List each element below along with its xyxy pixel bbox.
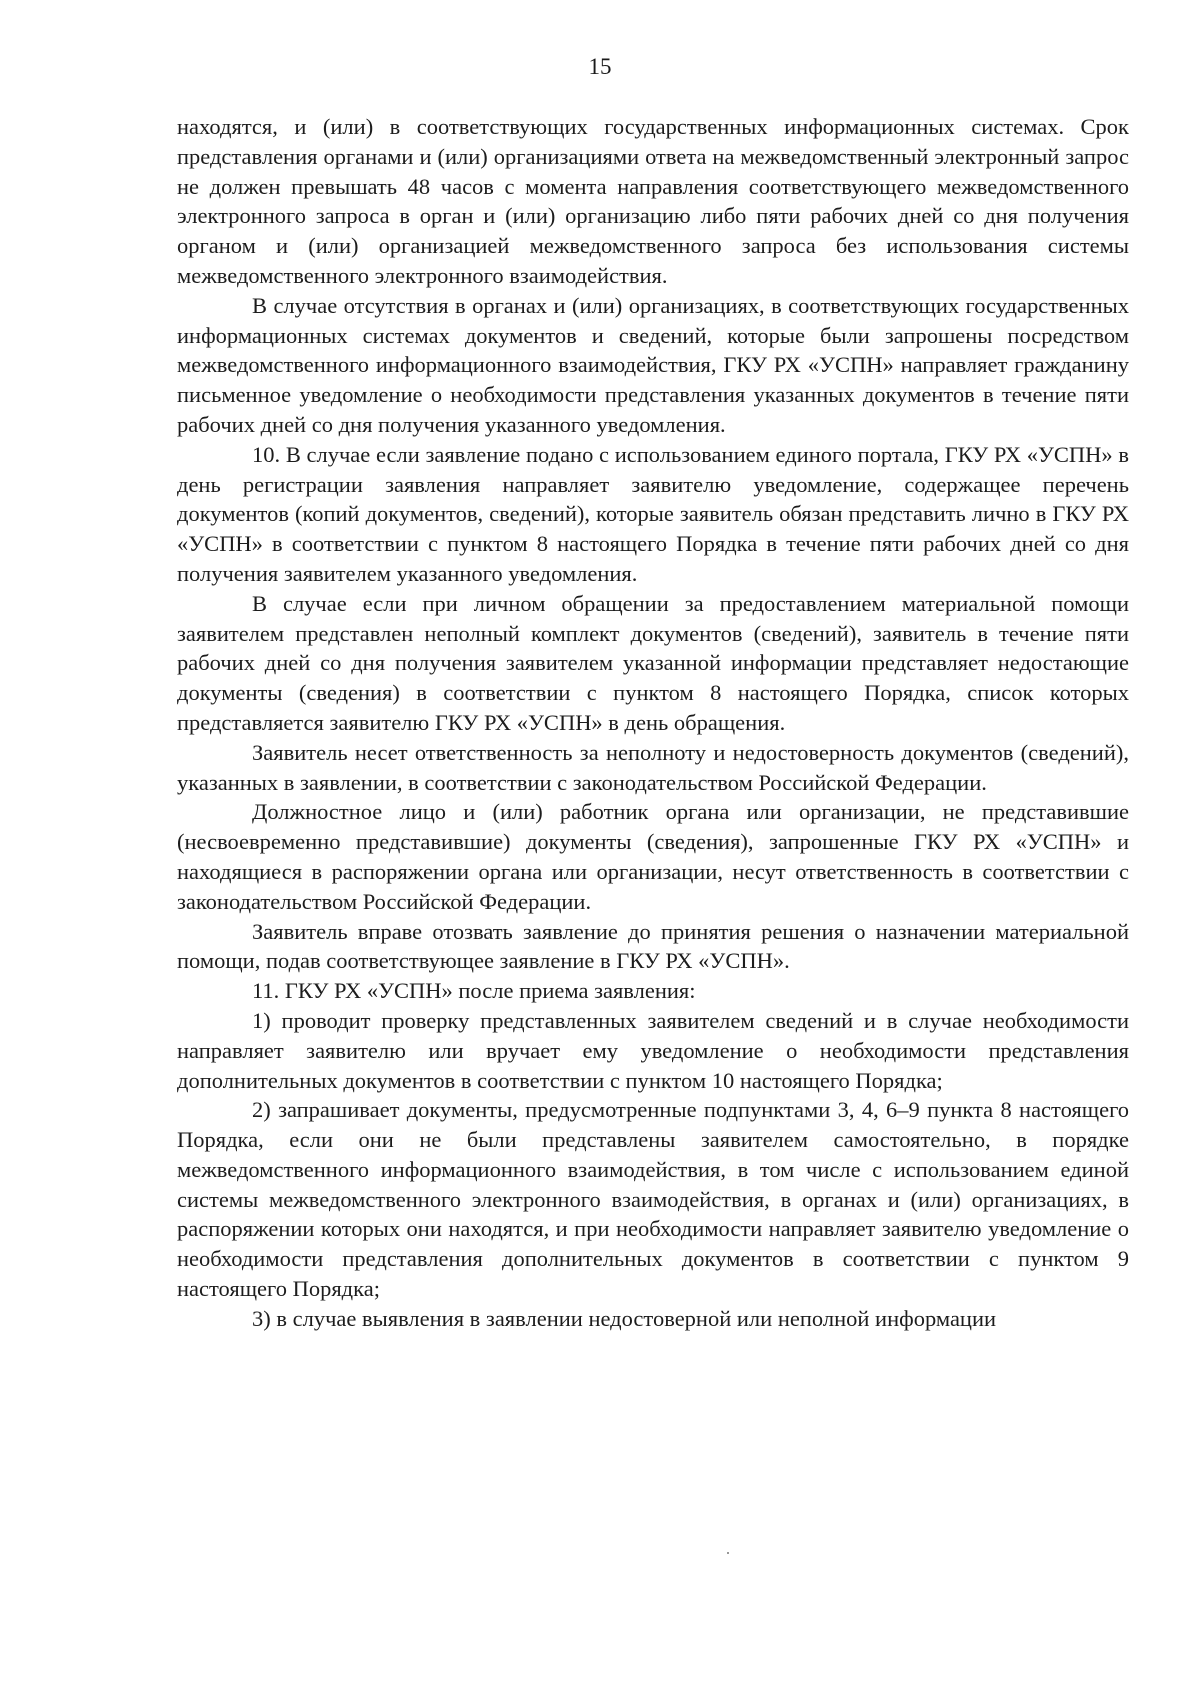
paragraph-item-10: 10. В случае если заявление подано с использованием единого портала, ГКУ РХ «УСПН» в день регистрации заявления направляет заявителю уведомление, содержащее перечень документов (копий документов, сведений), которые заявитель обязан представить лично в ГКУ РХ «УСПН» в соответствии с пунктом 8 настоящего Порядка в течение пяти рабочих дней со дня получения заявителем указанного уведомления. [177, 441, 1129, 586]
subitem-3: 3) в случае выявления в заявлении недостоверной или неполной информации [252, 1305, 997, 1331]
paragraph: Заявитель вправе отозвать заявление до принятия решения о назначении материальной помощи, подав соответствующее заявление в ГКУ РХ «УСПН». [177, 918, 1129, 974]
paragraph-item-11: 11. ГКУ РХ «УСПН» после приема заявления: [252, 978, 696, 1004]
scan-speck [727, 1552, 729, 1554]
paragraph: Должностное лицо и (или) работник органа или организации, не представившие (несвоевременно представившие) документы (сведения), запрошенные ГКУ РХ «УСПН» и находящиеся в распоряжении органа или организации, несут ответственность в соответствии с законодательством Российской Федерации. [177, 799, 1129, 914]
paragraph: Заявитель несет ответственность за неполноту и недостоверность документов (сведений), указанных в заявлении, в соответствии с законодательством Российской Федерации. [177, 739, 1129, 795]
paragraph: находятся, и (или) в соответствующих государственных информационных системах. Срок представления органами и (или) организациями ответа на межведомственный электронный запрос не должен превышать 48 часов с момента направления соответствующего межведомственного электронного запроса в орган и (или) организацию либо пяти рабочих дней со дня получения органом и (или) организацией межведомственного запроса без использования системы межведомственного электронного взаимодействия. [177, 114, 1129, 288]
subitem-2: 2) запрашивает документы, предусмотренные подпунктами 3, 4, 6–9 пункта 8 настоящего Порядка, если они не были представлены заявителем самостоятельно, в порядке межведомственного информационного взаимодействия, в том числе с использованием единой системы межведомственного электронного взаимодействия, в органах и (или) организациях, в распоряжении которых они находятся, и при необходимости направляет заявителю уведомление о необходимости представления дополнительных документов в соответствии с пунктом 9 настоящего Порядка; [177, 1097, 1129, 1302]
paragraph: В случае отсутствия в органах и (или) организациях, в соответствующих государственных информационных системах документов и сведений, которые были запрошены посредством межведомственного информационного взаимодействия, ГКУ РХ «УСПН» направляет гражданину письменное уведомление о необходимости представления указанных документов в течение пяти рабочих дней со дня получения указанного уведомления. [177, 292, 1129, 437]
paragraph: В случае если при личном обращении за предоставлением материальной помощи заявителем представлен неполный комплект документов (сведений), заявитель в течение пяти рабочих дней со дня получения заявителем указанной информации представляет недостающие документы (сведения) в соответствии с пунктом 8 настоящего Порядка, список которых представляется заявителю ГКУ РХ «УСПН» в день обращения. [177, 590, 1129, 735]
subitem-1: 1) проводит проверку представленных заявителем сведений и в случае необходимости направляет заявителю или вручает ему уведомление о необходимости представления дополнительных документов в соответствии с пунктом 10 настоящего Порядка; [177, 1007, 1129, 1093]
document-body [177, 112, 1129, 1334]
page-number: 15 [588, 54, 612, 79]
